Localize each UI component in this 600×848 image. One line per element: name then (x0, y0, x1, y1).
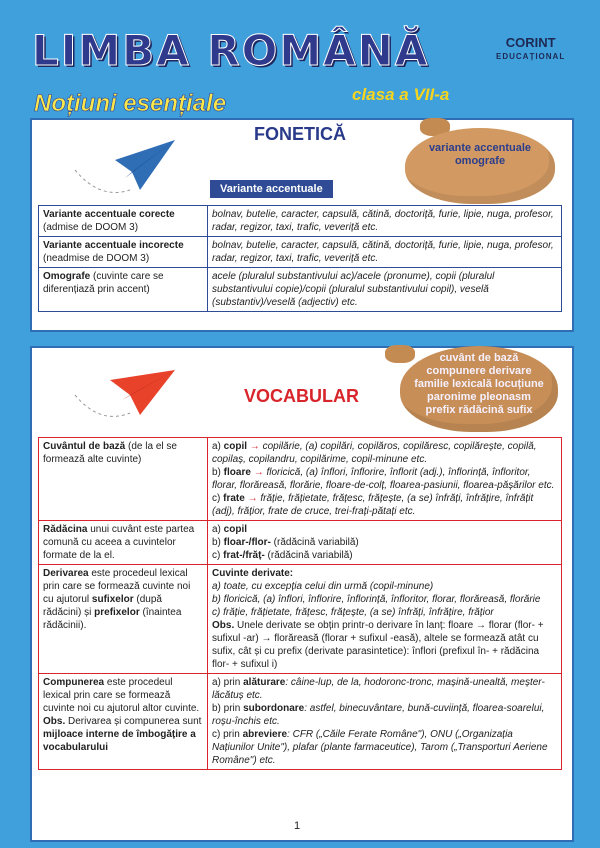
table-row: Compunerea este procedeul lexical prin care se formează cuvinte noi cu ajutorul altor cuvinte. Obs. Derivarea și compunerea sunt mijloace interne de îmbogățire a vocabularului a) prin alăturare: câine-lup, de la, hodoronc-tronc, mașină-unealtă, meșter-lăcătuș etc. b) prin subordonare: astfel, binecuvântare, bună-cuviință, floarea-soarelui, roșu-închis etc. c) prin abreviere: CFR („Căile Ferate Române"), ONU („Organizația Națiunilor Unite"), plafar (plante farmaceutice), Tarom („Transporturi Aeriene Române") etc. (39, 674, 562, 770)
vocabular-sack: cuvânt de bază compunere derivare familie lexicală locuțiune paronime pleonasm prefix rădăcină sufix (400, 346, 558, 432)
page-title: LIMBA ROMÂNĂ (32, 26, 430, 75)
fonetica-table (38, 205, 562, 312)
table-row: Derivarea este procedeul lexical prin care se formează cuvinte noi cu ajutorul sufixelor (după rădăcini) și prefixelor (înaintea rădăcinii). Cuvinte derivate: a) toate, cu excepția celui din urmă (copil-minune) b) floricică, (a) înflori, înflorire, înflorință, înfloritor, florar, florăreasă, florărie c) frăție, frățietate, frățesc, frățește, (a se) înfrăți, înfrățire, frățior Obs. Unele derivate se obțin printr-o derivare în lanț: floare → florar (flor- + sufixul -ar) → florăreasă (florar + sufixul -easă), altele se formează atât cu sufix, cât și cu prefix (derivate parasintetice): înflori (prefixul în- + rădăcina flor- + sufixul i) (39, 565, 562, 674)
paper-plane-icon (70, 355, 180, 435)
vocabular-table (38, 437, 562, 770)
brand-logo: CORINT EDUCAȚIONAL (496, 35, 566, 61)
table-row: Variante accentuale corecte (admise de DOOM 3) bolnav, butelie, caracter, capsulă, cătină, doctoriță, furie, lipie, nuga, profesor, radar, regizor, taxi, trafic, veveriță etc. (39, 206, 562, 237)
table-row: Rădăcina unui cuvânt este partea comună cu aceea a cuvintelor formate de la el. a) copil b) floar-/flor- (rădăcină variabilă) c) frat-/frăț- (rădăcină variabilă) (39, 521, 562, 565)
fonetica-title: FONETICĂ (254, 124, 346, 144)
table-row: Cuvântul de bază (de la el se formează alte cuvinte) a) copil → copilărie, (a) copilări, copilăros, copilăresc, copilărește, copilă, copilaș, copilandru, copilărime, copil-minune etc. b) floare → floricică, (a) înflori, înflorire, înflorit (adj.), înflorință, înfloritor, florar, florăreasă, florărie, floare-de-colț, floarea-pasiunii, floarea-pășărilor etc. c) frate → frăție, frățietate, frățesc, frățește, (a se) înfrăți, înfrățire, înfrățit (adj), frățior, frate de cruce, trei-frați-pătați etc. (39, 438, 562, 521)
paper-plane-icon (70, 130, 180, 210)
vocabular-title: VOCABULAR (244, 386, 359, 406)
table-heading: Variante accentuale (210, 180, 333, 198)
table-row: Omografe (cuvinte care se diferențiază prin accent) acele (pluralul substantivului ac)/acele (pronume), copii (pluralul substantivului copie)/copii (pluralul substantivului copil), veselă (substantiv)/veselă (adjectiv) etc. (39, 268, 562, 312)
table-row: Variante accentuale incorecte (neadmise de DOOM 3) bolnav, butelie, caracter, capsulă, cătină, doctoriță, furie, lipie, nuga, profesor, radar, regizor, taxi, trafic, veveriță etc. (39, 237, 562, 268)
page-number: 1 (294, 820, 301, 832)
fonetica-sack: variante accentuale omografe (405, 128, 555, 204)
grade-label: clasa a VII-a (352, 85, 450, 104)
subtitle: Noțiuni esențiale (34, 90, 227, 117)
